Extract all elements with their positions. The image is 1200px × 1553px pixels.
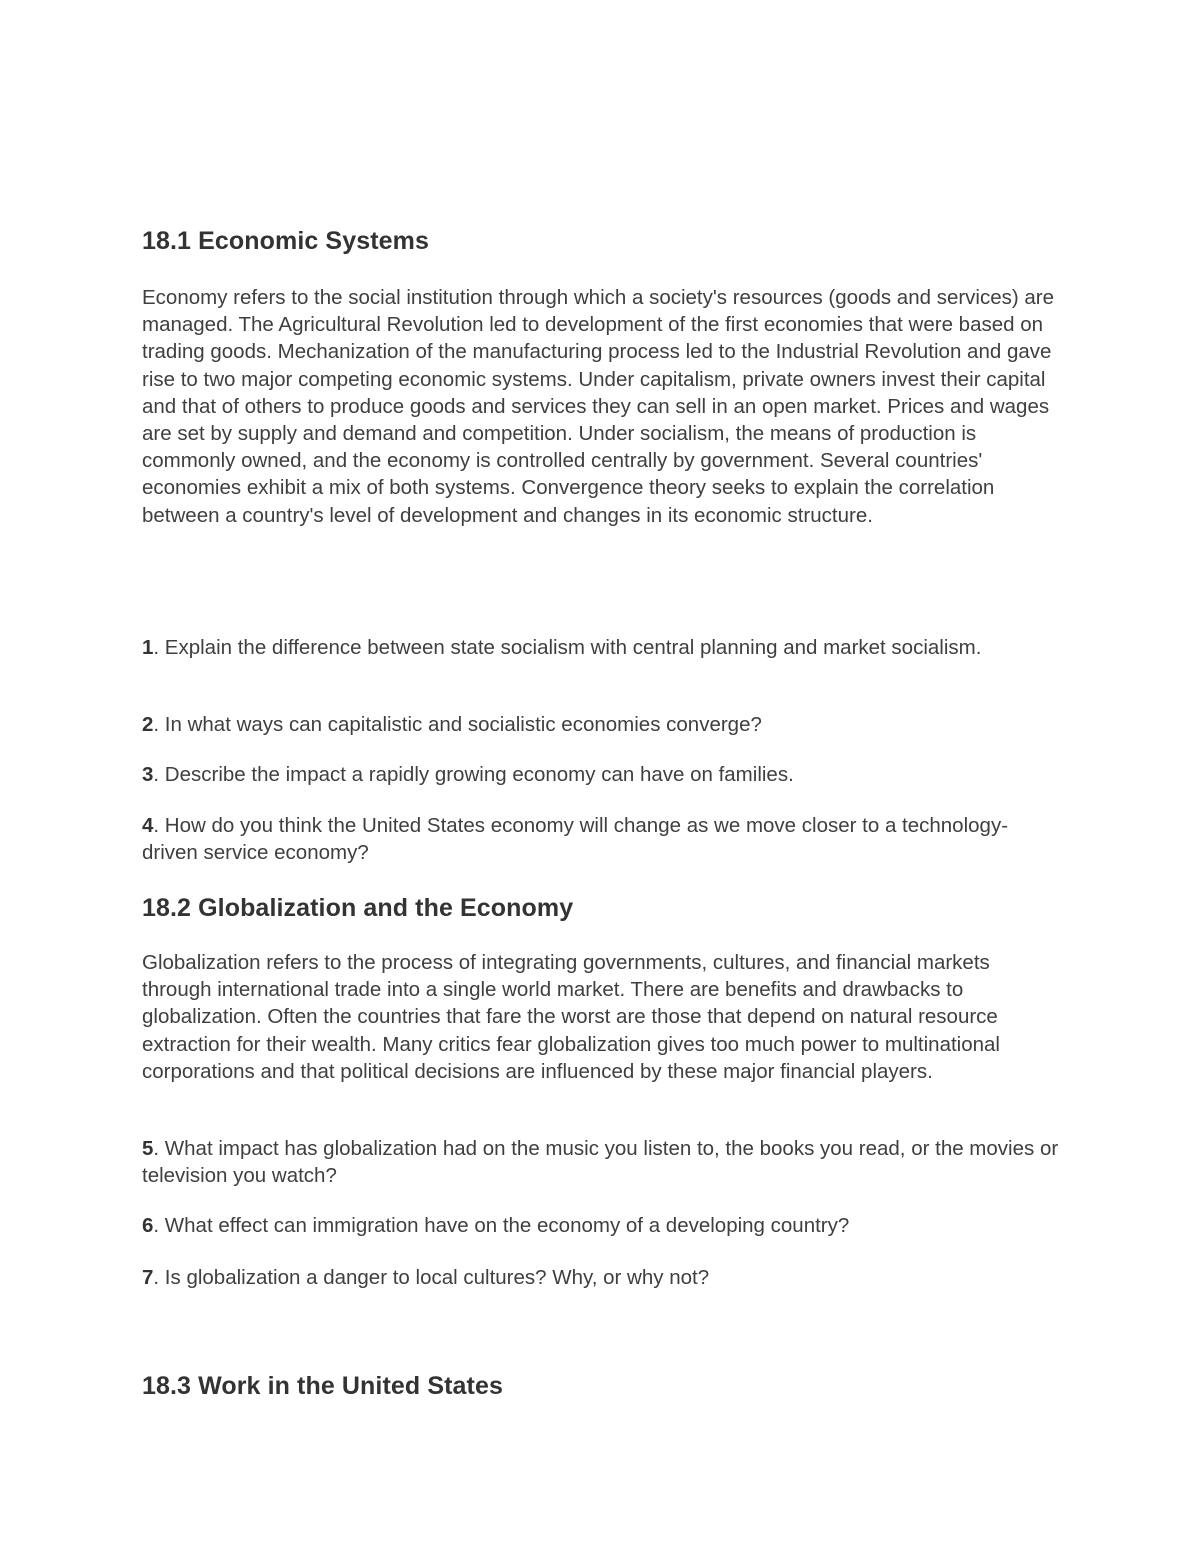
question-text: . In what ways can capitalistic and socialistic economies converge? bbox=[153, 713, 762, 736]
question-text: . What impact has globalization had on the music you listen to, the books you read, or the movies or television you watch? bbox=[142, 1137, 1059, 1188]
question-item bbox=[142, 1264, 1062, 1291]
section-paragraph-economic-systems: Economy refers to the social institution through which a society's resources (goods and services) are managed. The Agricultural Revolution led to development of the first economies that were based on trading goods. Mechanization of the manufacturing process led to the Industrial Revolution and gave rise to two major competing economic systems. Under capitalism, private owners invest their capital and that of others to produce goods and services they can sell in an open market. Prices and wages are set by supply and demand and competition. Under socialism, the means of production is commonly owned, and the economy is controlled centrally by government. Several countries' economies exhibit a mix of both systems. Convergence theory seeks to explain the correlation between a country's level of development and changes in its economic structure. bbox=[142, 286, 1055, 527]
section-heading-globalization: 18.2 Globalization and the Economy bbox=[142, 894, 574, 922]
question-number: 5 bbox=[142, 1137, 154, 1160]
section-paragraph-globalization: Globalization refers to the process of integrating governments, cultures, and financial markets through international trade into a single world market. There are benefits and drawbacks to globalization. Often the countries that fare the worst are those that depend on natural resource extraction for their wealth. Many critics fear globalization gives too much power to multinational corporations and that political decisions are influenced by these major financial players. bbox=[142, 951, 1000, 1083]
question-number: 1 bbox=[142, 636, 154, 659]
section-heading-work-in-us: 18.3 Work in the United States bbox=[142, 1372, 503, 1400]
question-item bbox=[142, 634, 1062, 661]
question-item bbox=[142, 711, 1062, 738]
question-text: . How do you think the United States economy will change as we move closer to a technology-driven service economy? bbox=[142, 814, 1009, 865]
question-item bbox=[142, 1135, 1062, 1189]
question-item bbox=[142, 761, 1062, 788]
section-heading-economic-systems: 18.1 Economic Systems bbox=[142, 227, 429, 255]
question-item bbox=[142, 812, 1062, 866]
question-text: . Explain the difference between state socialism with central planning and market socialism. bbox=[153, 636, 982, 659]
question-number: 6 bbox=[142, 1214, 154, 1237]
question-number: 7 bbox=[142, 1266, 154, 1289]
question-number: 4 bbox=[142, 814, 154, 837]
question-text: . What effect can immigration have on the economy of a developing country? bbox=[153, 1214, 850, 1237]
question-number: 3 bbox=[142, 763, 154, 786]
question-text: . Is globalization a danger to local cultures? Why, or why not? bbox=[153, 1266, 710, 1289]
question-item bbox=[142, 1212, 1062, 1239]
question-text: . Describe the impact a rapidly growing economy can have on families. bbox=[153, 763, 794, 786]
question-number: 2 bbox=[142, 713, 154, 736]
